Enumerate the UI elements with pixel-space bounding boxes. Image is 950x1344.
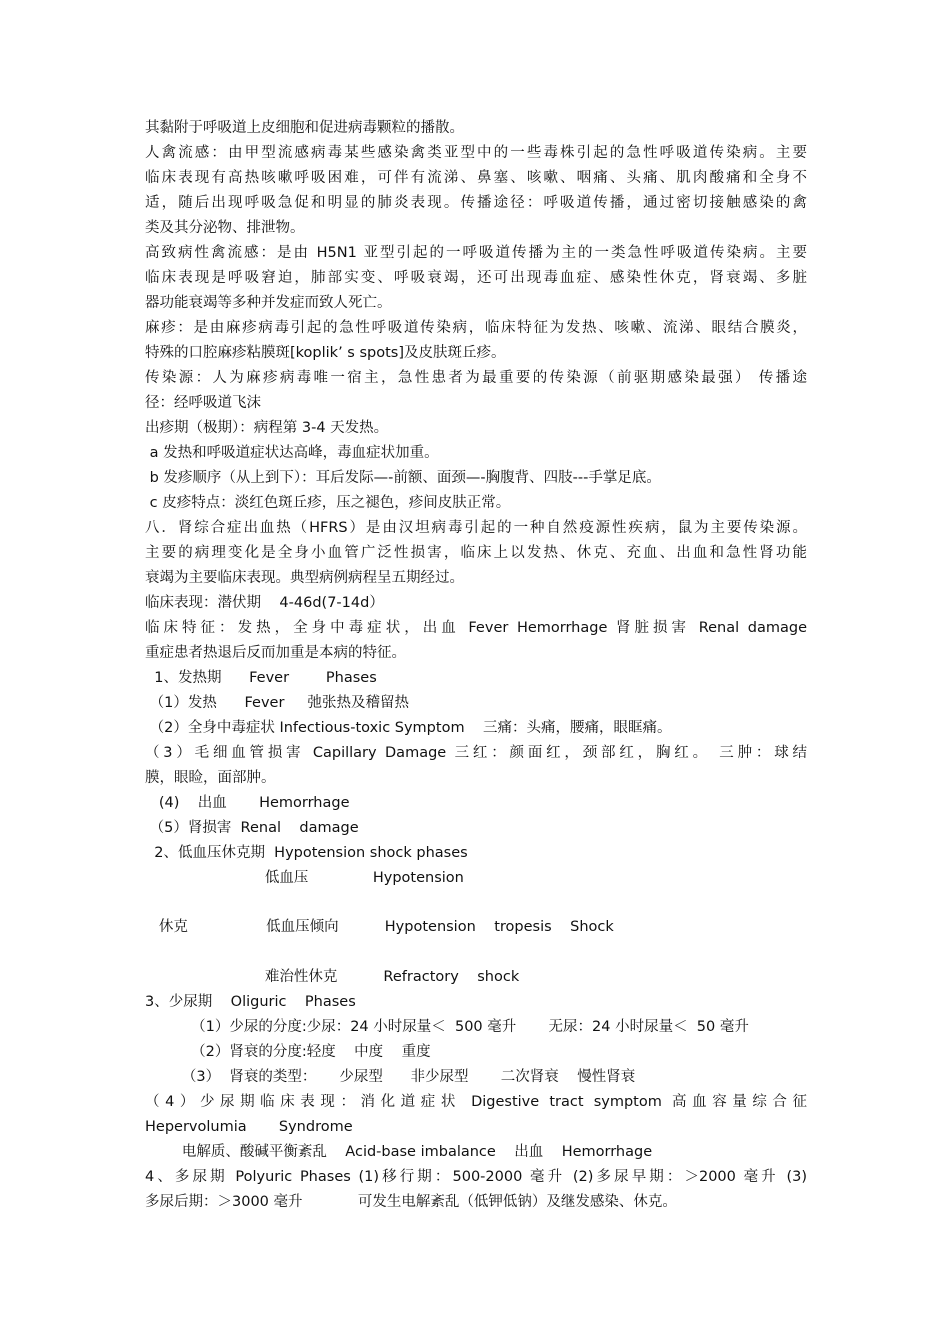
text-line: 主要的病理变化是全身小血管广泛性损害，临床上以发热、休克、充血、出血和急性肾功能 xyxy=(145,545,807,561)
text-line: 多尿后期：＞3000 毫升 可发生电解紊乱（低钾低钠）及继发感染、休克。 xyxy=(145,1194,677,1210)
list-item: 4、多尿期 Polyuric Phases (1)移行期：500-2000 毫升 (2)多尿早期：＞2000 毫升 (3) xyxy=(145,1169,807,1185)
list-item: (4) 出血 Hemorrhage xyxy=(145,795,350,811)
section-heading: 八．肾综合症出血热（HFRS）是由汉坦病毒引起的一种自然疫源性疾病，鼠为主要传染源。 xyxy=(145,520,807,536)
text-line: Hepervolumia Syndrome xyxy=(145,1119,353,1135)
list-item: （1）少尿的分度:少尿：24 小时尿量＜ 500 毫升 无尿：24 小时尿量＜ 50 毫升 xyxy=(145,1019,749,1035)
text-line: 临床表现：潜伏期 4-46d(7-14d） xyxy=(145,595,384,611)
text-line: 人禽流感：由甲型流感病毒某些感染禽类亚型中的一些毒株引起的急性呼吸道传染病。主要 xyxy=(145,145,807,161)
list-item: （4）少尿期临床表现：消化道症状 Digestive tract symptom 高血容量综合征 xyxy=(145,1094,807,1110)
text-line: 特殊的口腔麻疹粘膜斑[koplik’ s spots]及皮肤斑丘疹。 xyxy=(145,345,506,361)
list-item: （5）肾损害 Renal damage xyxy=(145,820,359,836)
text-line: 临床特征：发热，全身中毒症状，出血 Fever Hemorrhage 肾脏损害 Renal damage xyxy=(145,620,807,636)
text-line: 器功能衰竭等多种并发症而致人死亡。 xyxy=(145,295,392,311)
list-item: c 皮疹特点：淡红色斑丘疹，压之褪色，疹间皮肤正常。 xyxy=(145,495,511,511)
text-line: 径：经呼吸道飞沫 xyxy=(145,395,261,411)
text-line: 临床表现有高热咳嗽呼吸困难，可伴有流涕、鼻塞、咳嗽、咽痛、头痛、肌肉酸痛和全身不 xyxy=(145,170,807,186)
list-item: （1）发热 Fever 弛张热及稽留热 xyxy=(145,695,409,711)
text-line: 传染源：人为麻疹病毒唯一宿主，急性患者为最重要的传染源（前驱期感染最强） 传播途 xyxy=(145,370,807,386)
text-line: 类及其分泌物、排泄物。 xyxy=(145,220,305,236)
list-item: a 发热和呼吸道症状达高峰，毒血症状加重。 xyxy=(145,445,439,461)
list-item: （2）全身中毒症状 Infectious-toxic Symptom 三痛：头痛，腰痛，眼眶痛。 xyxy=(145,720,672,736)
list-item: （3） 肾衰的类型： 少尿型 非少尿型 二次肾衰 慢性肾衰 xyxy=(145,1069,636,1085)
text-line: 电解质、酸碱平衡紊乱 Acid-base imbalance 出血 Hemorrhage xyxy=(145,1144,653,1160)
text-line: 膜，眼睑，面部肿。 xyxy=(145,770,276,786)
text-line: 高致病性禽流感：是由 H5N1 亚型引起的一呼吸道传播为主的一类急性呼吸道传染病。主要 xyxy=(145,245,807,261)
list-item: b 发疹顺序（从上到下）：耳后发际—-前额、面颈—-胸腹背、四肢---手掌足底。 xyxy=(145,470,661,486)
list-item: 3、少尿期 Oliguric Phases xyxy=(145,994,356,1010)
list-item: 2、低血压休克期 Hypotension shock phases xyxy=(145,845,468,861)
list-item: （3）毛细血管损害 Capillary Damage 三红：颜面红，颈部红，胸红。 三肿：球结 xyxy=(145,745,807,761)
text-line: 出疹期（极期）：病程第 3-4 天发热。 xyxy=(145,420,389,436)
text-line: 麻疹：是由麻疹病毒引起的急性呼吸道传染病，临床特征为发热、咳嗽、流涕、眼结合膜炎， xyxy=(145,320,807,336)
text-line: 临床表现是呼吸窘迫，肺部实变、呼吸衰竭，还可出现毒血症、感染性休克，肾衰竭、多脏 xyxy=(145,270,807,286)
list-item: （2）肾衰的分度:轻度 中度 重度 xyxy=(145,1044,431,1060)
text-line: 休克 低血压倾向 Hypotension tropesis Shock xyxy=(145,919,614,935)
list-item: 1、发热期 Fever Phases xyxy=(145,670,377,686)
text-line: 适，随后出现呼吸急促和明显的肺炎表现。传播途径：呼吸道传播，通过密切接触感染的禽 xyxy=(145,195,807,211)
text-line: 衰竭为主要临床表现。典型病例病程呈五期经过。 xyxy=(145,570,464,586)
text-line: 其黏附于呼吸道上皮细胞和促进病毒颗粒的播散。 xyxy=(145,120,464,136)
text-line: 难治性休克 Refractory shock xyxy=(145,969,520,985)
text-line: 重症患者热退后反而加重是本病的特征。 xyxy=(145,645,406,661)
text-line: 低血压 Hypotension xyxy=(145,870,464,886)
